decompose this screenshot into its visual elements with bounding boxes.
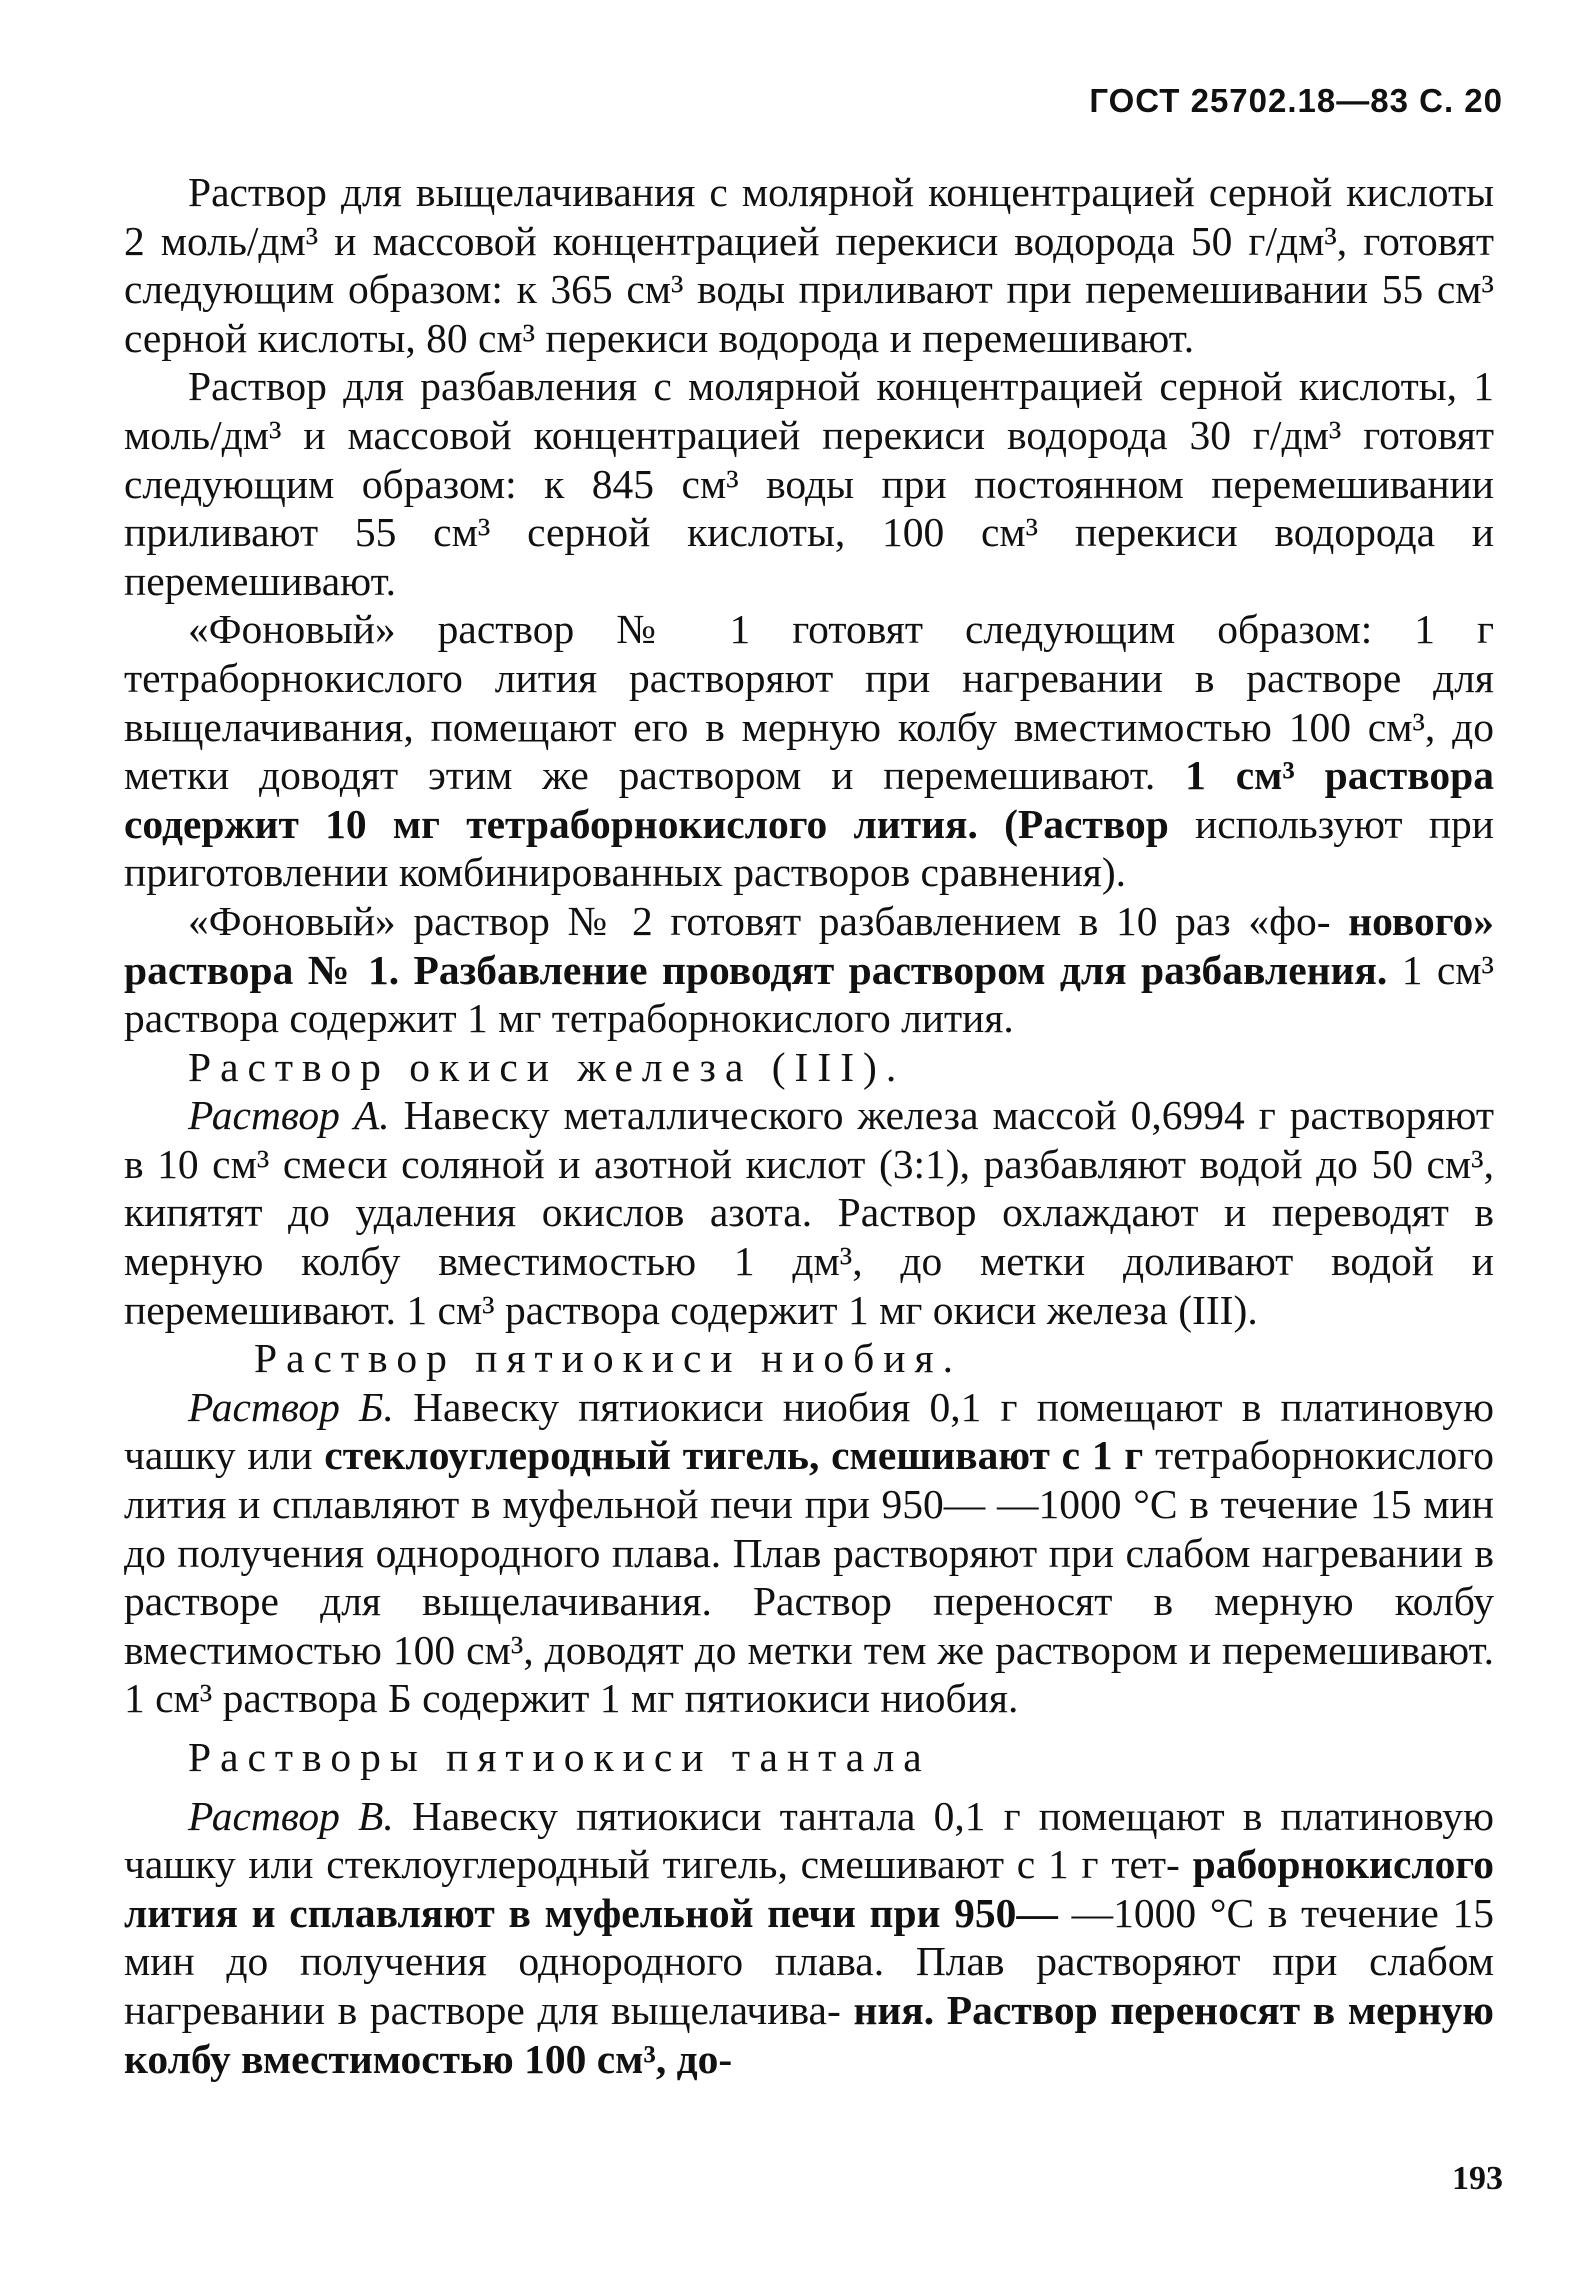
text-fragment-bold: 1 см³ раствора содержит 10 мг тетраборнокислого лития. (Раствор bbox=[124, 752, 1495, 847]
text-fragment-bold: нового» раствора № 1. Разбавление проводят раствором для разбавления. bbox=[124, 897, 1495, 993]
text-fragment: «Фоновый» раствор № 2 готовят разбавлением в 10 раз «фо- bbox=[188, 897, 1331, 944]
paragraph-solution-a bbox=[124, 1091, 1494, 1334]
text-fragment: Навеску металлического железа массой 0,6994 г растворяют в 10 см³ смеси соляной и азотной кислот (3:1), разбавляют водой до 50 см³, кипятят до удаления окислов азота. Раствор охлаждают и переводят в мерную колбу вместимостью 1 дм³, до метки доливают водой и перемешивают. 1 см³ раствора содержит 1 мг окиси железа (III). bbox=[124, 1092, 1494, 1333]
text-fragment: используют при приготовлении комбинированных растворов сравнения). bbox=[124, 800, 1494, 896]
page-header: ГОСТ 25702.18—83 С. 20 bbox=[1089, 82, 1503, 119]
text-fragment: тетраборнокислого лития и сплавляют в муфельной печи при 950— —1000 °С в течение 15 мин до получения однородного плава. Плав растворяют при слабом нагревании в растворе для выщелачивания. Раствор переносят в мерную колбу вместимостью 100 см³, доводят до метки тем же раствором и перемешивают. 1 см³ раствора Б содержит 1 мг пятиокиси ниобия. bbox=[124, 1432, 1495, 1722]
document-body bbox=[124, 168, 1494, 2083]
page-number: 193 bbox=[1452, 2160, 1503, 2197]
text-fragment-bold: ния. Раствор переносят в мерную колбу вместимостью 100 см³, до- bbox=[124, 1986, 1494, 2082]
text-fragment: Навеску пятиокиси ниобия 0,1 г помещают в платиновую чашку или bbox=[124, 1383, 1494, 1479]
paragraph-solution-v bbox=[124, 1792, 1494, 2084]
paragraph-background-solution-1 bbox=[124, 605, 1494, 897]
text-fragment: —1000 °С в течение 15 мин до получения однородного плава. Плав растворяют при слабом нагревании в растворе для выщелачива- bbox=[124, 1889, 1495, 2033]
text-fragment: Навеску пятиокиси тантала 0,1 г помещают в платиновую чашку или стеклоуглеродный тигель, смешивают с 1 г тет- bbox=[124, 1792, 1495, 1888]
label-solution-a: Раствор А. bbox=[188, 1092, 390, 1139]
heading-niobium-pentoxide: Раствор пятиокиси ниобия. bbox=[254, 1335, 962, 1382]
paragraph-dilution-solution: Раствор для разбавления с молярной концентрацией серной кислоты, 1 моль/дм³ и массовой концентрацией перекиси водорода 30 г/дм³ готовят следующим образом: к 845 см³ воды при постоянном перемешивании приливают 55 см³ серной кислоты, 100 см³ перекиси водорода и перемешивают. bbox=[124, 363, 1494, 604]
label-solution-v: Раствор В. bbox=[188, 1792, 394, 1839]
paragraph-solution-b bbox=[124, 1383, 1494, 1723]
text-fragment-bold: стеклоуглеродный тигель, смешивают с 1 г bbox=[324, 1432, 1144, 1479]
paragraph-leaching-solution: Раствор для выщелачивания с молярной концентрацией серной кислоты 2 моль/дм³ и массовой концентрацией перекиси водорода 50 г/дм³, готовят следующим образом: к 365 см³ воды приливают при перемешивании 55 см³ серной кислоты, 80 см³ перекиси водорода и перемешивают. bbox=[124, 169, 1494, 361]
text-fragment: «Фоновый» раствор № 1 готовят следующим образом: 1 г тетраборнокислого лития растворяют при нагревании в растворе для выщелачивания, помещают его в мерную колбу вместимостью 100 см³, до метки доводят этим же раствором и перемешивают. bbox=[124, 606, 1494, 799]
heading-iron-oxide: Раствор окиси железа (III). bbox=[188, 1043, 906, 1090]
text-fragment-bold: раборнокислого лития и сплавляют в муфельной печи при 950— bbox=[124, 1841, 1494, 1936]
text-fragment: 1 см³ раствора содержит 1 мг тетраборнокислого лития. bbox=[124, 946, 1494, 1042]
label-solution-b: Раствор Б. bbox=[188, 1383, 394, 1430]
heading-tantalum-pentoxide: Растворы пятиокиси тантала bbox=[188, 1734, 931, 1780]
paragraph-background-solution-2 bbox=[124, 897, 1494, 1043]
